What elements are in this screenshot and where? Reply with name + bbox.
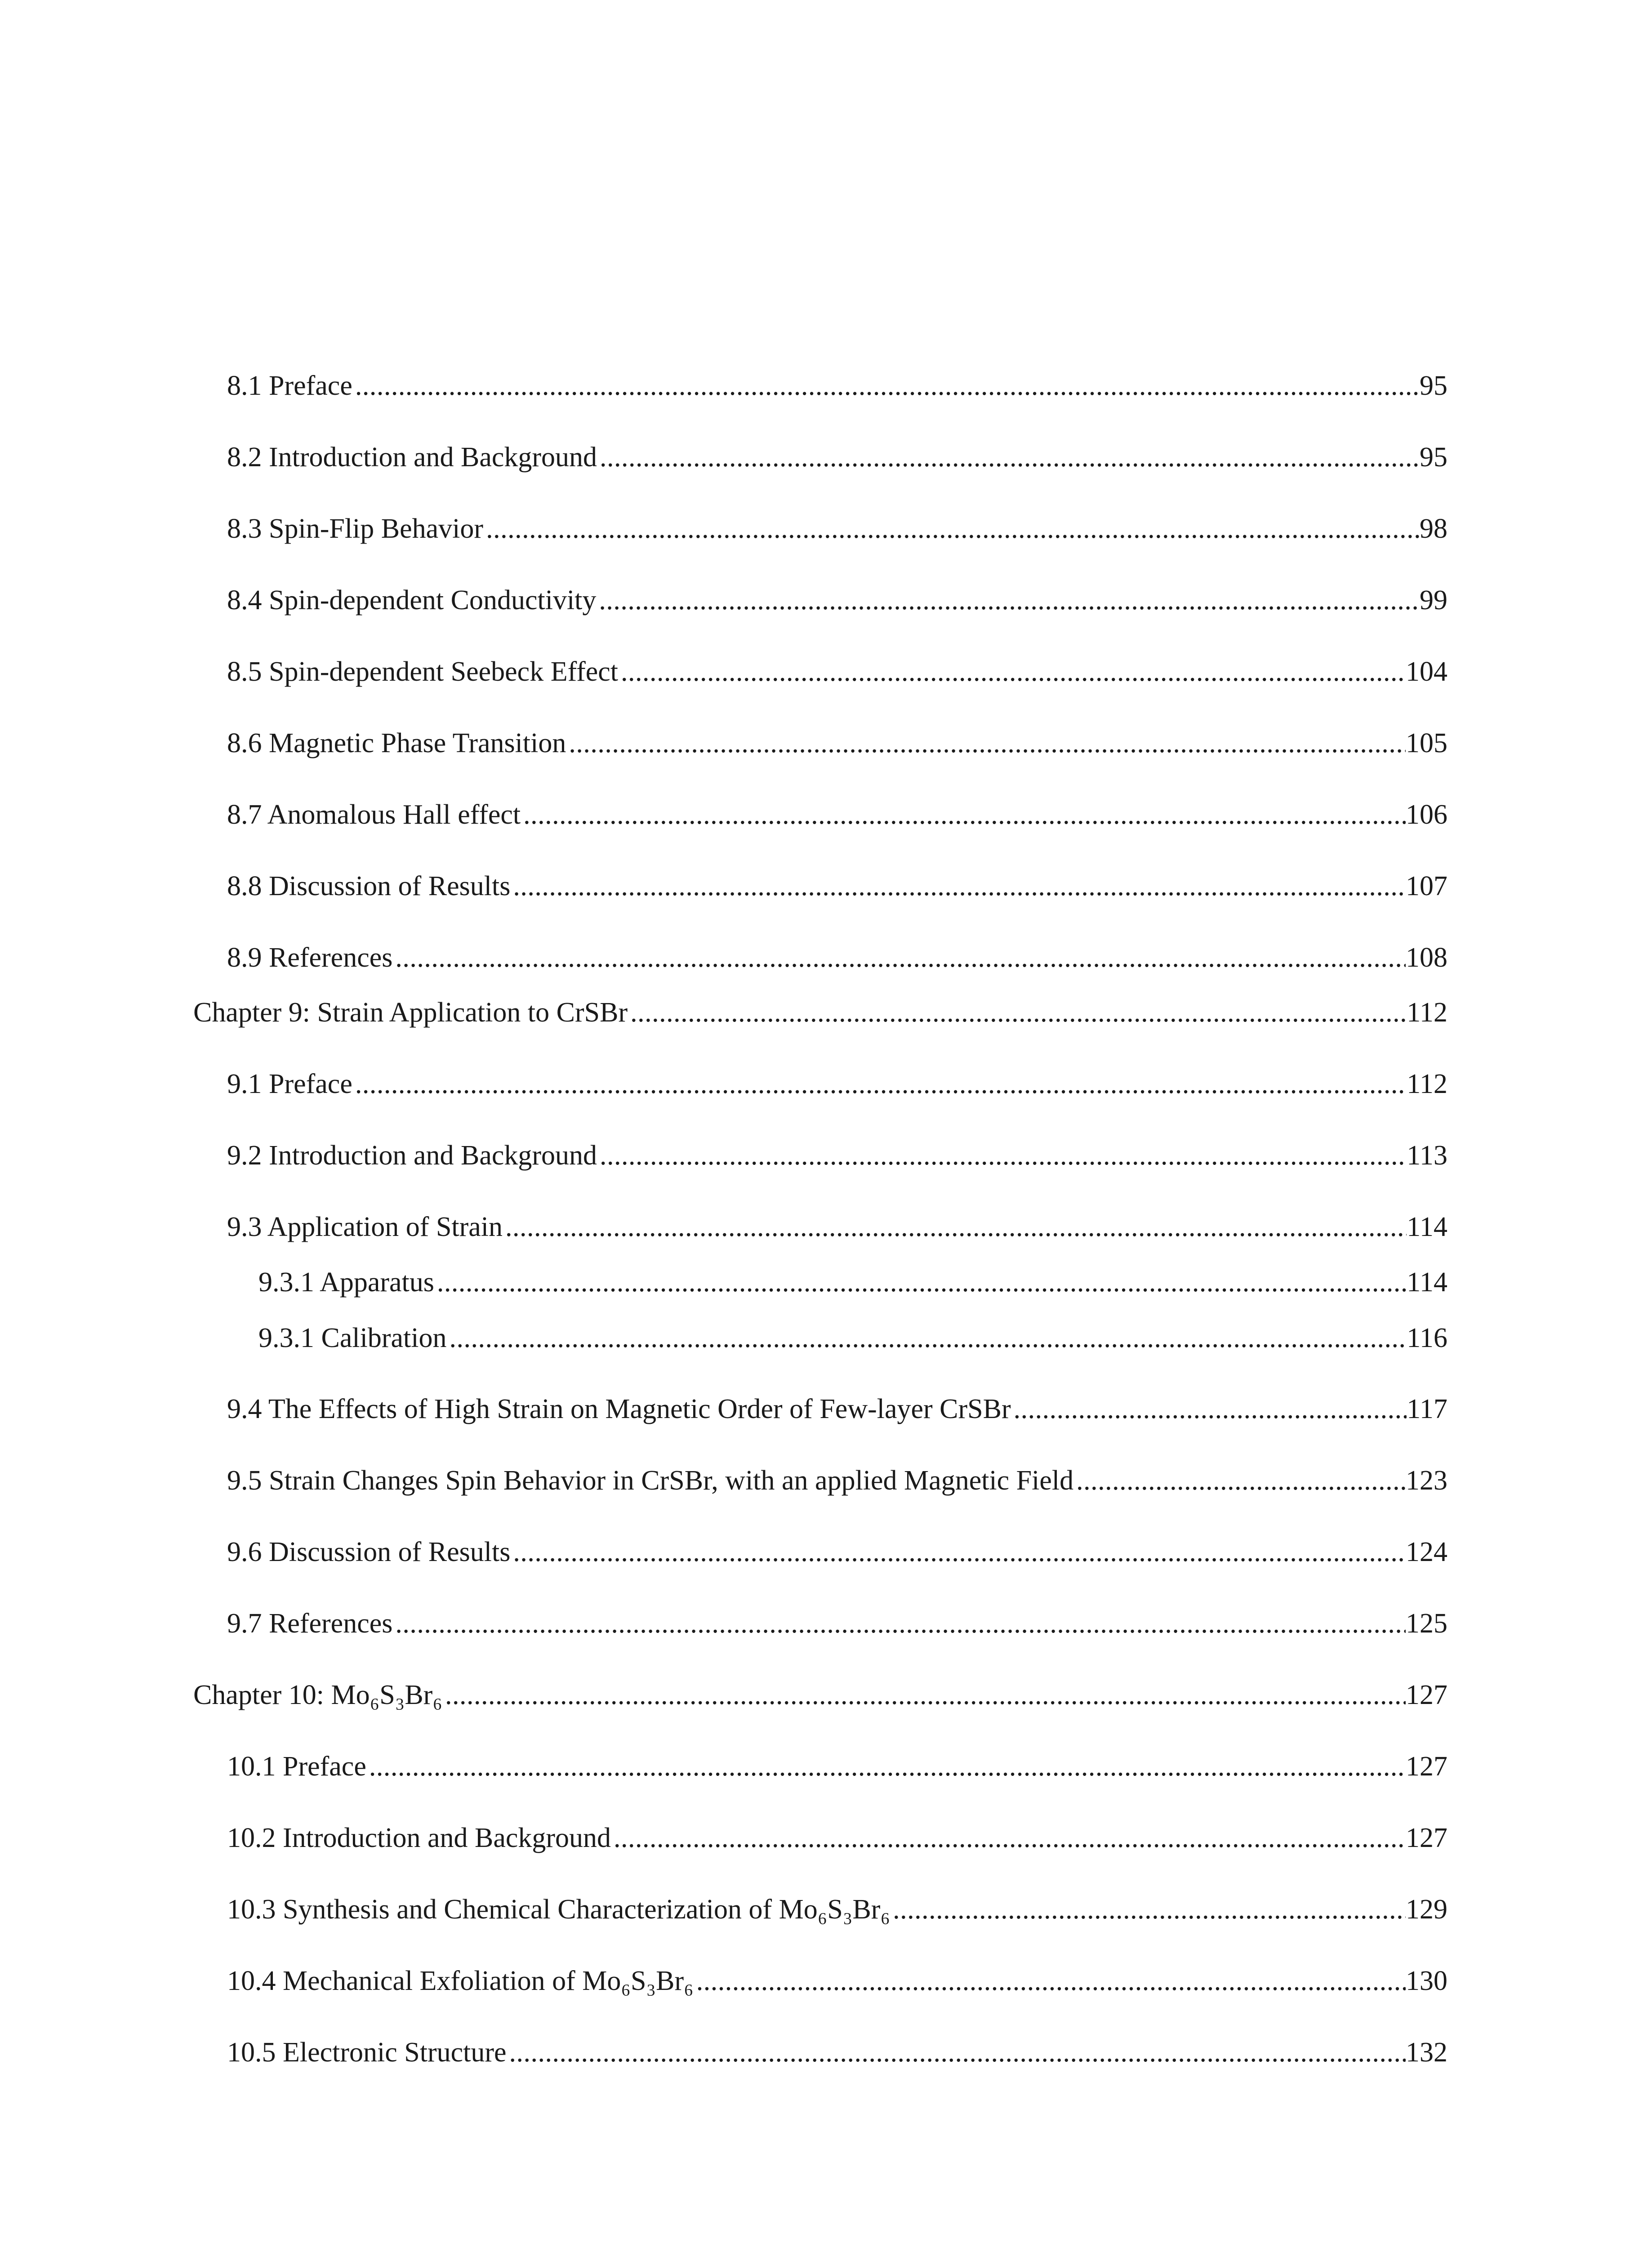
toc-dot-leader	[566, 725, 1406, 761]
toc-entry-page: 108	[1406, 942, 1447, 973]
toc-dot-leader	[503, 1209, 1407, 1245]
toc-entry[interactable]	[227, 1606, 1447, 1641]
toc-entry[interactable]	[227, 1066, 1447, 1102]
toc-dot-leader	[392, 1606, 1406, 1641]
toc-entry[interactable]	[227, 797, 1447, 833]
toc-entry[interactable]	[227, 654, 1447, 690]
toc-entry[interactable]	[227, 1748, 1447, 1784]
toc-entry-page: 114	[1407, 1267, 1447, 1298]
toc-entry[interactable]	[227, 1209, 1447, 1245]
toc-entry[interactable]	[227, 439, 1447, 475]
toc-entry-title: Chapter 10: Mo₆S₃Br₆	[193, 1680, 442, 1710]
toc-entry[interactable]	[227, 868, 1447, 904]
toc-entry-title: 9.2 Introduction and Background	[227, 1140, 597, 1171]
toc-entry-page: 106	[1406, 799, 1447, 830]
toc-entry-title: 10.1 Preface	[227, 1751, 366, 1782]
toc-entry-page: 123	[1406, 1465, 1447, 1496]
toc-entry-page: 99	[1420, 585, 1447, 616]
toc-dot-leader	[521, 797, 1406, 833]
toc-dot-leader	[483, 511, 1420, 547]
toc-entry-page: 127	[1406, 1680, 1447, 1710]
toc-entry[interactable]	[227, 2034, 1447, 2070]
toc-dot-leader	[442, 1677, 1406, 1713]
toc-entry[interactable]	[227, 368, 1447, 404]
toc-entry[interactable]	[227, 1534, 1447, 1570]
toc-entry-title: 8.7 Anomalous Hall effect	[227, 799, 521, 830]
toc-entry-page: 127	[1406, 1823, 1447, 1853]
toc-dot-leader	[352, 368, 1420, 404]
toc-entry[interactable]	[227, 940, 1447, 976]
toc-dot-leader	[510, 1534, 1406, 1570]
toc-dot-leader	[618, 654, 1406, 690]
toc-entry-title: 8.3 Spin-Flip Behavior	[227, 513, 484, 544]
toc-dot-leader	[352, 1066, 1407, 1102]
toc-entry-page: 116	[1407, 1323, 1447, 1353]
toc-entry-page: 127	[1406, 1751, 1447, 1782]
toc-entry-page: 112	[1407, 1069, 1447, 1099]
toc-entry-page: 117	[1407, 1394, 1447, 1424]
toc-dot-leader	[611, 1820, 1406, 1856]
toc-entry-title: 9.7 References	[227, 1608, 393, 1639]
toc-entry[interactable]	[227, 725, 1447, 761]
toc-entry-page: 125	[1406, 1608, 1447, 1639]
toc-entry-title: 9.1 Preface	[227, 1069, 352, 1099]
toc-entry-page: 113	[1407, 1140, 1447, 1171]
toc-entry-title: 8.8 Discussion of Results	[227, 871, 511, 901]
toc-chapter-entry[interactable]	[193, 995, 1447, 1030]
toc-dot-leader	[596, 582, 1420, 618]
toc-entry-title: 9.4 The Effects of High Strain on Magnetic Order of Few-layer CrSBr	[227, 1394, 1011, 1424]
toc-dot-leader	[628, 995, 1407, 1030]
toc-dot-leader	[890, 1891, 1406, 1927]
toc-entry-title: 8.9 References	[227, 942, 393, 973]
toc-entry-page: 132	[1406, 2037, 1447, 2068]
toc-entry-title: 8.2 Introduction and Background	[227, 442, 597, 473]
toc-dot-leader	[392, 940, 1406, 976]
toc-entry-page: 95	[1420, 442, 1447, 473]
toc-entry[interactable]	[227, 1391, 1447, 1427]
toc-entry-title: 9.6 Discussion of Results	[227, 1537, 511, 1567]
toc-subentry[interactable]	[258, 1264, 1447, 1300]
toc-entry-title: 9.3 Application of Strain	[227, 1212, 503, 1242]
toc-subentry[interactable]	[258, 1320, 1447, 1356]
toc-entry-page: 130	[1406, 1966, 1447, 1996]
toc-entry-title: 8.5 Spin-dependent Seebeck Effect	[227, 656, 618, 687]
toc-entry[interactable]	[227, 1463, 1447, 1499]
toc-entry-page: 104	[1406, 656, 1447, 687]
toc-dot-leader	[507, 2034, 1406, 2070]
toc-dot-leader	[1073, 1463, 1406, 1499]
toc-dot-leader	[597, 1137, 1407, 1173]
toc-entry-page: 129	[1406, 1894, 1447, 1925]
toc-dot-leader	[510, 868, 1406, 904]
toc-entry[interactable]	[227, 1891, 1447, 1927]
toc-entry[interactable]	[227, 1963, 1447, 1999]
toc-dot-leader	[446, 1320, 1407, 1356]
toc-dot-leader	[597, 439, 1420, 475]
toc-entry[interactable]	[227, 1137, 1447, 1173]
toc-entry-page: 98	[1420, 513, 1447, 544]
toc-entry-page: 107	[1406, 871, 1447, 901]
toc-entry-title: 10.5 Electronic Structure	[227, 2037, 507, 2068]
toc-entry-page: 105	[1406, 728, 1447, 758]
toc-dot-leader	[694, 1963, 1406, 1999]
toc-dot-leader	[434, 1264, 1407, 1300]
toc-entry-page: 95	[1420, 370, 1447, 401]
toc-entry-page: 114	[1407, 1212, 1447, 1242]
toc-entry-title: 10.4 Mechanical Exfoliation of Mo₆S₃Br₆	[227, 1966, 694, 1996]
toc-entry-title: 8.1 Preface	[227, 370, 352, 401]
toc-entry-page: 124	[1406, 1537, 1447, 1567]
toc-dot-leader	[1011, 1391, 1407, 1427]
toc-entry-title: 9.5 Strain Changes Spin Behavior in CrSBr, with an applied Magnetic Field	[227, 1465, 1074, 1496]
toc-dot-leader	[366, 1748, 1406, 1784]
toc-entry-title: 8.4 Spin-dependent Conductivity	[227, 585, 597, 616]
toc-chapter-entry[interactable]	[193, 1677, 1447, 1713]
toc-entry-title: 10.2 Introduction and Background	[227, 1823, 611, 1853]
toc-entry-title: 9.3.1 Apparatus	[258, 1267, 434, 1298]
toc-entry-page: 112	[1407, 997, 1447, 1028]
toc-entry[interactable]	[227, 511, 1447, 547]
toc-entry-title: Chapter 9: Strain Application to CrSBr	[193, 997, 628, 1028]
toc-entry[interactable]	[227, 1820, 1447, 1856]
toc-entry-title: 9.3.1 Calibration	[258, 1323, 447, 1353]
toc-entry-title: 8.6 Magnetic Phase Transition	[227, 728, 566, 758]
toc-entry[interactable]	[227, 582, 1447, 618]
toc-entry-title: 10.3 Synthesis and Chemical Characterization of Mo₆S₃Br₆	[227, 1894, 891, 1925]
